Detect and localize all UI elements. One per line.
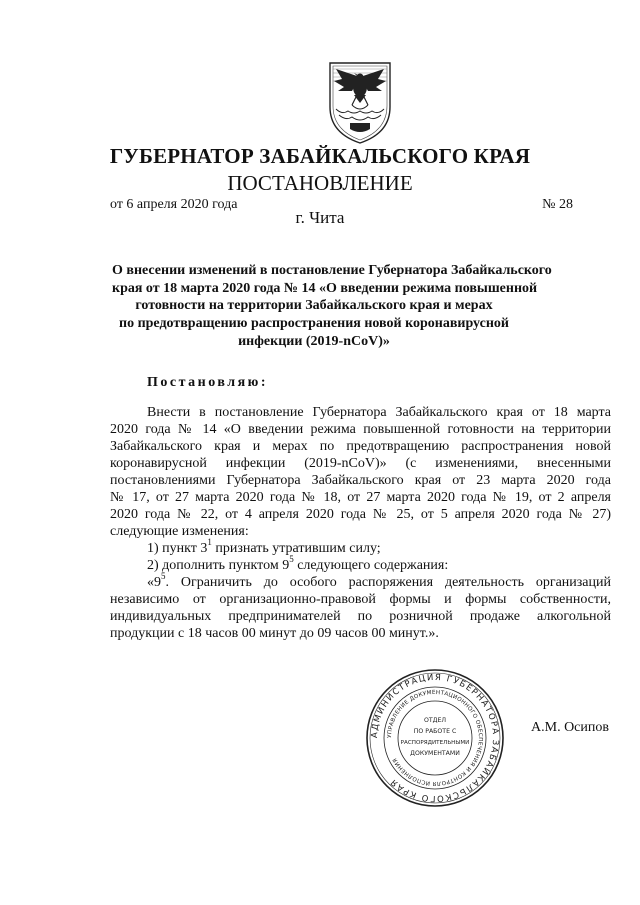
quote-line: продукции с 18 часов 00 минут до 09 часов 00 минут.».: [110, 626, 439, 641]
coat-of-arms-emblem: [322, 55, 398, 145]
document-city: г. Чита: [295, 208, 345, 227]
superscript: 5: [161, 571, 166, 582]
document-date: от 6 апреля 2020 года: [110, 197, 238, 212]
decree-word: Постановляю:: [147, 375, 269, 390]
stamp-center-line: ПО РАБОТЕ С: [413, 728, 457, 735]
stamp-ring-text: АДМИНИСТРАЦИЯ ГУБЕРНАТОРА ЗАБАЙКАЛЬСКОГО КРАЯ: [369, 672, 501, 804]
stamp-center-line: РАСПОРЯДИТЕЛЬНЫМИ: [400, 740, 470, 746]
heading-line: по предотвращению распространения новой коронавирусной: [119, 316, 509, 332]
heading-line: О внесении изменений в постановление Губернатора Забайкальского: [112, 263, 552, 278]
heading-line: готовности на территории Забайкальского края и мерах: [135, 298, 493, 314]
body-line: Забайкальского края и мерах по предотвращению распространения новой: [110, 439, 611, 454]
signatory-name: А.М. Осипов: [531, 720, 609, 735]
superscript: 5: [289, 554, 294, 565]
quote-text: «9: [147, 575, 161, 590]
quote-line: [110, 571, 611, 591]
heading-line: края от 18 марта 2020 года № 14 «О введении режима повышенной: [112, 280, 538, 296]
body-line: коронавирусной инфекции (2019-nCoV)» (с изменениями, внесенными: [110, 456, 611, 471]
document-type: ПОСТАНОВЛЕНИЕ: [227, 171, 413, 195]
body-line: постановлениями Губернатора Забайкальского края от 23 марта 2020 года: [110, 473, 611, 488]
heading-line: инфекции (2019-nCoV)»: [238, 333, 390, 349]
official-round-stamp: [360, 668, 510, 808]
stamp-center-line: ДОКУМЕНТАМИ: [410, 750, 460, 757]
list-item-text: 1) пункт 3: [147, 541, 208, 556]
authority-title: ГУБЕРНАТОР ЗАБАЙКАЛЬСКОГО КРАЯ: [109, 144, 531, 168]
quote-line: индивидуальных предпринимателей по розничной продаже алкогольной: [110, 609, 611, 624]
document-heading: [112, 262, 552, 351]
list-item-2: [110, 554, 611, 574]
body-line: Внести в постановление Губернатора Забайкальского края от 18 марта: [147, 405, 611, 420]
quote-line: независимо от организационно-правовой формы и формы собственности,: [110, 592, 611, 607]
list-item-1: [110, 537, 611, 557]
body-line: 2020 года № 22, от 4 апреля 2020 года № 25, от 5 апреля 2020 года № 27): [110, 507, 611, 522]
document-body: [110, 404, 611, 642]
body-line: следующие изменения:: [110, 524, 249, 539]
svg-text:УПРАВЛЕНИЕ ДОКУМЕНТАЦИОННОГО О: [387, 690, 483, 786]
body-line: 2020 года № 14 «О введении режима повышенной готовности на территории: [110, 422, 611, 437]
list-item-text: признать утратившим силу;: [211, 541, 381, 556]
superscript: 1: [207, 537, 212, 548]
list-item-text: 2) дополнить пунктом 9: [147, 558, 290, 573]
document-number: № 28: [542, 197, 573, 212]
stamp-center-line: ОТДЕЛ: [423, 717, 447, 724]
quote-text: . Ограничить до особого распоряжения деятельность организаций: [165, 575, 611, 590]
list-item-text: следующего содержания:: [293, 558, 449, 573]
body-line: № 17, от 27 марта 2020 года № 18, от 27 марта 2020 года № 19, от 2 апреля: [110, 490, 611, 505]
stamp-inner-ring-text: УПРАВЛЕНИЕ ДОКУМЕНТАЦИОННОГО ОБЕСПЕЧЕНИЯ И КОНТРОЛЯ ИСПОЛНЕНИЯ: [386, 689, 484, 787]
